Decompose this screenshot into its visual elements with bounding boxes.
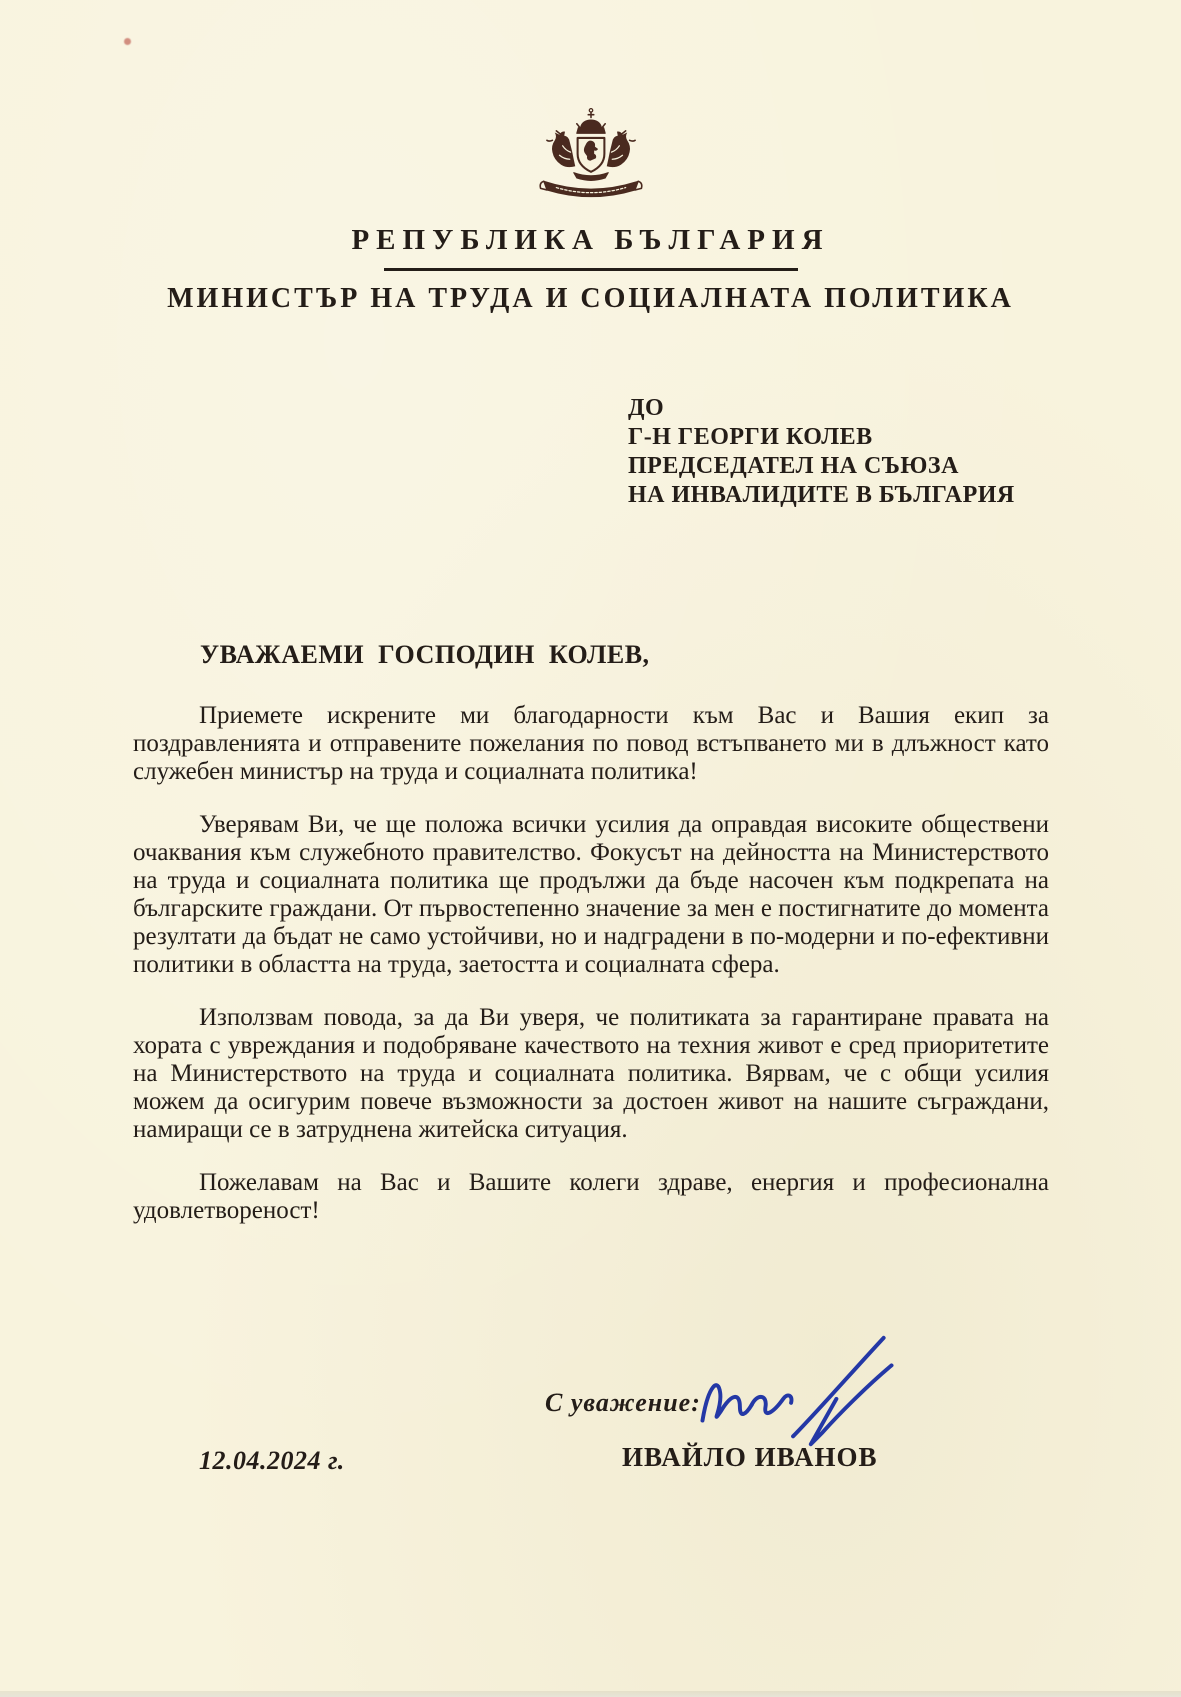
letter-date: 12.04.2024 г.	[199, 1446, 345, 1475]
republic-title: РЕПУБЛИКА БЪЛГАРИЯ	[351, 224, 830, 256]
signature-ink	[688, 1328, 906, 1456]
signer-name: ИВАЙЛО ИВАНОВ	[622, 1442, 878, 1472]
scan-artifact-dot	[124, 38, 131, 45]
addressee-block	[628, 394, 1015, 510]
body-paragraph: Уверявам Ви, че ще положа всички усилия да оправдая високите обществени очаквания към служебното правителство. Фокусът на дейността на Министерството на труда и социалната политика ще продължи да бъде насочен към подкрепата на българските граждани. От първостепенно значение за мен е постигнатите до момента резултати да бъдат не само устойчиви, но и надградени в по-модерни и по-ефективни политики в областта на труда, заетостта и социалната сфера.	[133, 811, 1049, 978]
title-underline	[384, 268, 798, 271]
body-paragraph: Приемете искрените ми благодарности към Вас и Вашия екип за поздравленията и отправените пожелания по повод встъпването ми в длъжност като служебен министър на труда и социалната политика!	[133, 702, 1049, 785]
salutation: УВАЖАЕМИ ГОСПОДИН КОЛЕВ,	[200, 640, 650, 669]
addressee-line-role-2: НА ИНВАЛИДИТЕ В БЪЛГАРИЯ	[628, 482, 1015, 508]
ministry-title: МИНИСТЪР НА ТРУДА И СОЦИАЛНАТА ПОЛИТИКА	[167, 283, 1014, 314]
addressee-line-name: Г-Н ГЕОРГИ КОЛЕВ	[628, 424, 873, 450]
body-paragraph: Пожелавам на Вас и Вашите колеги здраве, енергия и професионална удовлетвореност!	[133, 1169, 1049, 1224]
letter-body	[133, 702, 1049, 1250]
closing-regards: С уважение:	[545, 1388, 701, 1417]
addressee-line-role-1: ПРЕДСЕДАТЕЛ НА СЪЮЗА	[628, 453, 959, 479]
scan-bottom-edge	[0, 1691, 1181, 1697]
body-paragraph: Използвам повода, за да Ви уверя, че политиката за гарантиране правата на хората с увреждания и подобряване качеството на техния живот е сред приоритетите на Министерството на труда и социалната политика. Вярвам, че с общи усилия можем да осигурим повече възможности за достоен живот на нашите съграждани, намиращи се в затруднена житейска ситуация.	[133, 1004, 1049, 1143]
addressee-line-to: ДО	[628, 395, 665, 421]
bulgaria-coat-of-arms-icon	[528, 104, 654, 216]
